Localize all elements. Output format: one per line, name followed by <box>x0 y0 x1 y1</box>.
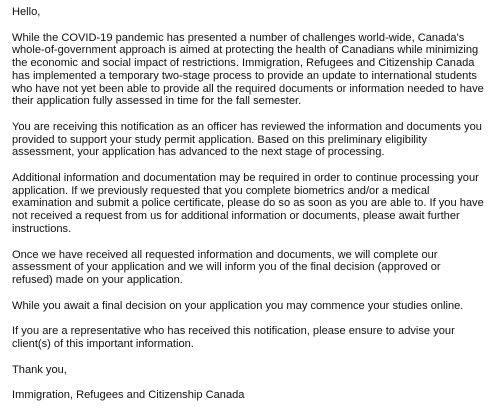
text-line: examination and submit a police certificate, please do so as soon as you are able to. If you have <box>12 197 484 210</box>
letter-body <box>12 6 488 415</box>
paragraph-final-decision <box>12 249 488 287</box>
text-line: who have not yet been able to provide all the required documents or information needed to have <box>12 82 484 95</box>
paragraph-covid-context <box>12 32 488 108</box>
greeting: Hello, <box>12 6 41 18</box>
text-line: instructions. <box>12 222 72 235</box>
text-line: whole-of-government approach is aimed at protecting the health of Canadians while minimizing <box>12 44 479 57</box>
text-line: assessment of your application and we will inform you of the final decision (approved or <box>12 261 441 274</box>
text-line: refused) made on your application. <box>12 273 183 286</box>
signature: Immigration, Refugees and Citizenship Canada <box>12 389 245 402</box>
text-line: assessment, your application has advanced to the next stage of processing. <box>12 146 385 159</box>
paragraph-additional-info <box>12 172 488 236</box>
text-line: You are receiving this notification as an officer has reviewed the information and documents you <box>12 120 482 133</box>
text-line: provided to support your study permit application. Based on this preliminary eligibility <box>12 133 427 146</box>
closing: Thank you, <box>12 363 67 376</box>
text-line: While you await a final decision on your application you may commence your studies online. <box>12 299 464 312</box>
text-line: client(s) of this important information. <box>12 338 194 351</box>
text-line: If you are a representative who has received this notification, please ensure to advise your <box>12 325 455 338</box>
text-line: has implemented a temporary two-stage process to provide an update to international students <box>12 69 477 82</box>
text-line: Once we have received all requested information and documents, we will complete our <box>12 248 438 261</box>
text-line: their application fully assessed in time for the fall semester. <box>12 95 302 108</box>
text-line: the economic and social impact of restrictions. Immigration, Refugees and Citizenship Canada <box>12 57 475 70</box>
text-line: not received a request from us for additional information or documents, please await further <box>12 210 460 223</box>
text-line: Additional information and documentation may be required in order to continue processing your <box>12 172 479 185</box>
paragraph-representative <box>12 325 488 350</box>
text-line: While the COVID-19 pandemic has presented a number of challenges world-wide, Canada's <box>12 31 465 44</box>
text-line: application. If we previously requested that you complete biometrics and/or a medical <box>12 184 430 197</box>
paragraph-online-studies <box>12 300 488 313</box>
paragraph-notification-reason <box>12 121 488 159</box>
